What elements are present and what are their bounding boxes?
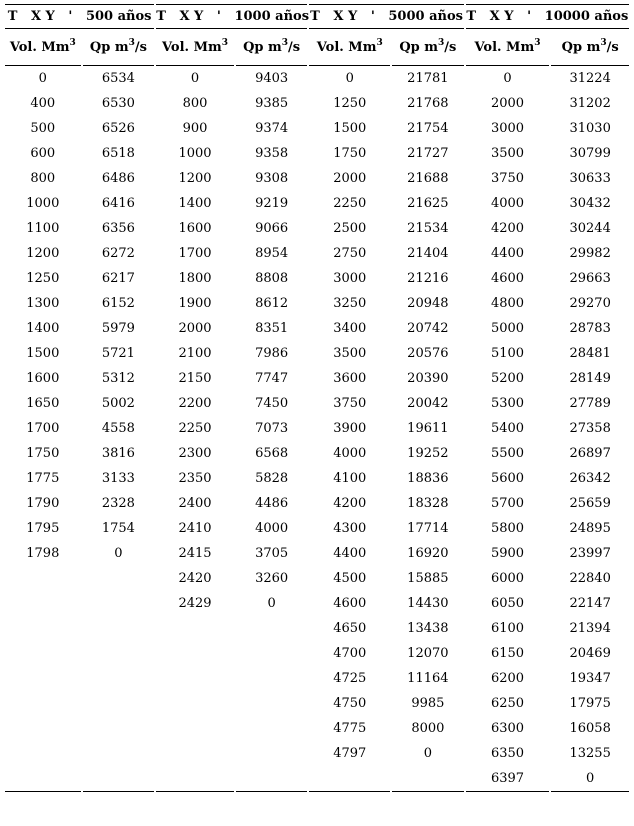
table-row [5,166,629,191]
table-row [5,716,629,741]
table-cell: 5600 [490,471,525,486]
table-cell: 1750 [26,446,60,461]
table-cell: 19252 [407,446,449,461]
table-cell: 26342 [569,471,611,486]
table-cell [156,666,234,691]
table-cell [236,616,308,641]
table-cell: 0 [503,71,512,86]
table-row [5,391,629,416]
table-cell: 13255 [569,746,611,761]
vol-header-5000: Vol. Mm$^3$ [309,29,390,66]
table-cell: 6568 [255,446,289,461]
table-cell [156,716,234,741]
table-cell: 5400 [490,421,525,436]
table-cell [236,691,308,716]
table-cell: 9985 [411,696,445,711]
table-cell: 6250 [490,696,525,711]
table-cell: 1000 [178,146,212,161]
table-cell: 27789 [569,396,611,411]
group-header-10000: T X Y ' 10000 años [466,4,629,29]
table-cell: 800 [30,171,56,186]
table-cell: 3500 [490,146,525,161]
table-cell: 6100 [490,621,525,636]
table-cell: 6272 [101,246,135,261]
table-cell: 30799 [569,146,611,161]
table-cell [5,766,81,792]
table-cell: 3705 [255,546,289,561]
table-cell: 2150 [178,371,212,386]
table-cell: 1700 [26,421,60,436]
table-row [5,466,629,491]
table-row [5,766,629,792]
table-cell: 3600 [333,371,367,386]
table-cell [5,641,81,666]
table-cell: 31224 [569,71,611,86]
table-cell: 16058 [569,721,611,736]
table-cell: 4700 [333,646,367,661]
table-cell: 21404 [407,246,449,261]
table-cell: 4600 [333,596,367,611]
table-cell: 3500 [333,346,367,361]
table-cell: 17975 [569,696,611,711]
table-cell: 3260 [255,571,289,586]
table-cell: 12070 [407,646,449,661]
table-cell: 1000 [26,196,60,211]
table-cell: 5312 [101,371,135,386]
group-header-1000: T X Y ' 1000 años [156,4,307,29]
table-cell: 19347 [569,671,611,686]
table-row [5,741,629,766]
table-cell: 1600 [26,371,60,386]
table-cell: 6217 [101,271,135,286]
table-cell: 21688 [407,171,449,186]
hydrograph-table-container [5,4,629,792]
table-cell: 4797 [333,746,367,761]
table-cell: 6350 [490,746,525,761]
table-cell: 29270 [569,296,611,311]
table-cell: 2250 [178,421,212,436]
table-cell: 4400 [333,546,367,561]
table-cell: 5900 [490,546,525,561]
table-cell: 6397 [466,766,550,792]
table-cell: 30432 [569,196,611,211]
table-cell: 3000 [490,121,525,136]
table-cell: 3400 [333,321,367,336]
table-cell: 0 [38,71,47,86]
table-cell: 1500 [333,121,367,136]
table-cell: 900 [182,121,208,136]
table-cell: 31202 [569,96,611,111]
table-cell: 2410 [178,521,212,536]
table-cell [236,716,308,741]
table-cell: 2100 [178,346,212,361]
table-cell: 6518 [101,146,135,161]
table-cell: 1900 [178,296,212,311]
table-cell: 6150 [490,646,525,661]
table-row [5,416,629,441]
table-cell: 0 [423,746,432,761]
table-cell: 24895 [569,521,611,536]
table-cell: 18328 [407,496,449,511]
table-row [5,316,629,341]
table-cell: 9358 [255,146,289,161]
table-cell [5,591,81,616]
table-cell: 4500 [333,571,367,586]
table-cell [5,716,81,741]
table-cell: 5200 [490,371,525,386]
table-cell: 6200 [490,671,525,686]
table-cell: 9385 [255,96,289,111]
table-cell [83,666,155,691]
table-cell: 28481 [569,346,611,361]
table-cell: 5300 [490,396,525,411]
table-cell: 4800 [490,296,525,311]
table-cell: 2000 [333,171,367,186]
table-cell: 6300 [490,721,525,736]
table-cell: 21625 [407,196,449,211]
table-cell: 20042 [407,396,449,411]
table-cell: 4600 [490,271,525,286]
table-cell: 1400 [178,196,212,211]
table-cell: 2328 [101,496,135,511]
table-cell: 28149 [569,371,611,386]
table-row [5,116,629,141]
table-cell: 27358 [569,421,611,436]
table-cell: 21534 [407,221,449,236]
table-cell: 22147 [569,596,611,611]
table-cell: 1790 [26,496,60,511]
table-cell: 1754 [101,521,135,536]
qp-header-500: Qp $m^3/s$ [83,29,155,66]
table-row [5,91,629,116]
table-cell [236,741,308,766]
table-cell [156,641,234,666]
table-cell: 21754 [407,121,449,136]
table-cell [236,641,308,666]
table-cell: 3000 [333,271,367,286]
table-cell: 4300 [333,521,367,536]
table-row [5,141,629,166]
table-cell: 2500 [333,221,367,236]
table-cell: 13438 [407,621,449,636]
table-cell: 8351 [255,321,289,336]
table-row [5,66,629,91]
table-cell: 21216 [407,271,449,286]
table-row [5,241,629,266]
table-cell: 6416 [101,196,135,211]
table-cell: 20576 [407,346,449,361]
table-cell: 1100 [26,221,60,236]
table-cell: 5828 [255,471,289,486]
table-cell: 18836 [407,471,449,486]
table-cell: 1500 [26,346,60,361]
hydrograph-table [3,4,631,792]
table-cell: 29982 [569,246,611,261]
table-cell: 2350 [178,471,212,486]
table-row [5,666,629,691]
table-cell: 21727 [407,146,449,161]
table-cell: 14430 [407,596,449,611]
table-cell: 8000 [411,721,445,736]
table-cell: 5100 [490,346,525,361]
table-cell: 7450 [255,396,289,411]
table-row [5,291,629,316]
group-header-5000: T X Y ' 5000 años [309,4,463,29]
table-cell: 6486 [101,171,135,186]
table-cell: 9308 [255,171,289,186]
table-cell [83,641,155,666]
table-cell: 4486 [255,496,289,511]
table-row [5,366,629,391]
table-cell: 1795 [26,521,60,536]
table-cell: 4000 [333,446,367,461]
table-cell: 20469 [569,646,611,661]
table-cell: 6530 [101,96,135,111]
table-cell: 4100 [333,471,367,486]
table-cell: 9219 [255,196,289,211]
table-cell: 4725 [333,671,367,686]
table-cell: 1775 [26,471,60,486]
table-cell: 21781 [407,71,449,86]
table-cell [156,616,234,641]
table-cell: 7747 [255,371,289,386]
table-cell [83,616,155,641]
table-cell: 400 [30,96,56,111]
table-cell [83,691,155,716]
table-cell: 4000 [490,196,525,211]
table-cell: 0 [345,71,354,86]
table-cell: 25659 [569,496,611,511]
table-cell: 0 [114,546,123,561]
return-period-header-row [5,4,629,29]
table-cell: 5800 [490,521,525,536]
table-cell: 1200 [178,171,212,186]
table-cell: 1800 [178,271,212,286]
table-cell [309,766,390,792]
table-cell: 2750 [333,246,367,261]
table-cell: 8808 [255,271,289,286]
table-cell [83,716,155,741]
table-cell: 1200 [26,246,60,261]
table-cell: 4750 [333,696,367,711]
table-cell: 17714 [407,521,449,536]
table-cell [83,741,155,766]
table-cell: 3750 [333,396,367,411]
table-cell: 7073 [255,421,289,436]
qp-header-1000: Qp $m^3/s$ [236,29,308,66]
table-cell: 3250 [333,296,367,311]
table-cell [156,741,234,766]
table-cell: 5002 [101,396,135,411]
table-cell: 29663 [569,271,611,286]
table-cell: 6526 [101,121,135,136]
table-cell: 31030 [569,121,611,136]
table-cell: 15885 [407,571,449,586]
table-cell: 1750 [333,146,367,161]
table-cell: 6356 [101,221,135,236]
table-cell: 9403 [255,71,289,86]
qp-header-10000: Qp $m^3/s$ [551,29,629,66]
table-cell [83,591,155,616]
table-cell: 28783 [569,321,611,336]
table-cell [5,741,81,766]
table-cell: 9066 [255,221,289,236]
table-cell: 2300 [178,446,212,461]
qp-header-5000: Qp $m^3/s$ [392,29,464,66]
table-cell: 3133 [101,471,135,486]
table-cell: 1250 [26,271,60,286]
table-cell: 5979 [101,321,135,336]
table-cell: 0 [190,71,200,86]
table-row [5,191,629,216]
table-cell [5,691,81,716]
table-cell: 20948 [407,296,449,311]
table-cell: 1650 [26,396,60,411]
table-cell: 1300 [26,296,60,311]
table-cell: 1250 [333,96,367,111]
table-cell: 23997 [569,546,611,561]
table-cell: 4558 [101,421,135,436]
table-cell: 6000 [490,571,525,586]
table-row [5,641,629,666]
table-cell: 500 [30,121,56,136]
table-cell [236,766,308,792]
table-cell: 4650 [333,621,367,636]
table-row [5,591,629,616]
table-cell: 4200 [333,496,367,511]
table-cell: 3750 [490,171,525,186]
table-cell: 6152 [101,296,135,311]
table-cell: 5000 [490,321,525,336]
table-cell: 16920 [407,546,449,561]
table-row [5,691,629,716]
table-row [5,341,629,366]
table-cell: 3900 [333,421,367,436]
table-cell: 7986 [255,346,289,361]
table-cell: 0 [551,766,629,792]
table-cell: 9374 [255,121,289,136]
table-cell: 5700 [490,496,525,511]
table-cell: 20390 [407,371,449,386]
table-cell: 1798 [26,546,60,561]
table-cell: 1600 [178,221,212,236]
table-cell: 11164 [407,671,449,686]
table-cell: 8954 [255,246,289,261]
group-header-500: T X Y ' 500 años [5,4,154,29]
table-cell: 1700 [178,246,212,261]
table-cell: 4775 [333,721,367,736]
table-cell [5,566,81,591]
table-body [5,66,629,792]
vol-header-1000: Vol. Mm$^3$ [156,29,234,66]
table-row [5,441,629,466]
table-cell: 600 [30,146,56,161]
table-cell: 2000 [178,321,212,336]
vol-header-500: Vol. Mm$^3$ [5,29,81,66]
table-cell: 8612 [255,296,289,311]
table-cell: 2415 [178,546,212,561]
table-cell: 21394 [569,621,611,636]
table-cell: 5500 [490,446,525,461]
table-cell: 5721 [101,346,135,361]
table-cell: 4400 [490,246,525,261]
table-cell [83,766,155,792]
table-row [5,541,629,566]
table-cell [156,691,234,716]
table-cell: 30244 [569,221,611,236]
table-cell: 2000 [490,96,525,111]
table-cell [83,566,155,591]
table-row [5,266,629,291]
table-cell: 19611 [407,421,449,436]
table-cell: 3816 [101,446,135,461]
table-cell [236,666,308,691]
table-cell: 4200 [490,221,525,236]
table-row [5,516,629,541]
table-cell: 22840 [569,571,611,586]
table-cell [5,666,81,691]
table-cell: 2400 [178,496,212,511]
vol-header-10000: Vol. Mm$^3$ [466,29,550,66]
table-cell: 0 [267,596,276,611]
table-cell [392,766,464,792]
table-row [5,566,629,591]
table-cell: 26897 [569,446,611,461]
column-header-row [5,29,629,66]
table-cell [156,766,234,792]
table-row [5,616,629,641]
table-row [5,491,629,516]
table-cell: 2420 [178,571,212,586]
table-cell: 4000 [255,521,289,536]
table-cell: 1400 [26,321,60,336]
table-row [5,216,629,241]
table-cell: 800 [182,96,208,111]
table-cell: 6050 [490,596,525,611]
table-cell: 21768 [407,96,449,111]
table-cell: 2429 [178,596,212,611]
table-cell: 2250 [333,196,367,211]
table-cell [5,616,81,641]
table-cell: 2200 [178,396,212,411]
table-cell: 30633 [569,171,611,186]
table-cell: 6534 [101,71,135,86]
table-cell: 20742 [407,321,449,336]
